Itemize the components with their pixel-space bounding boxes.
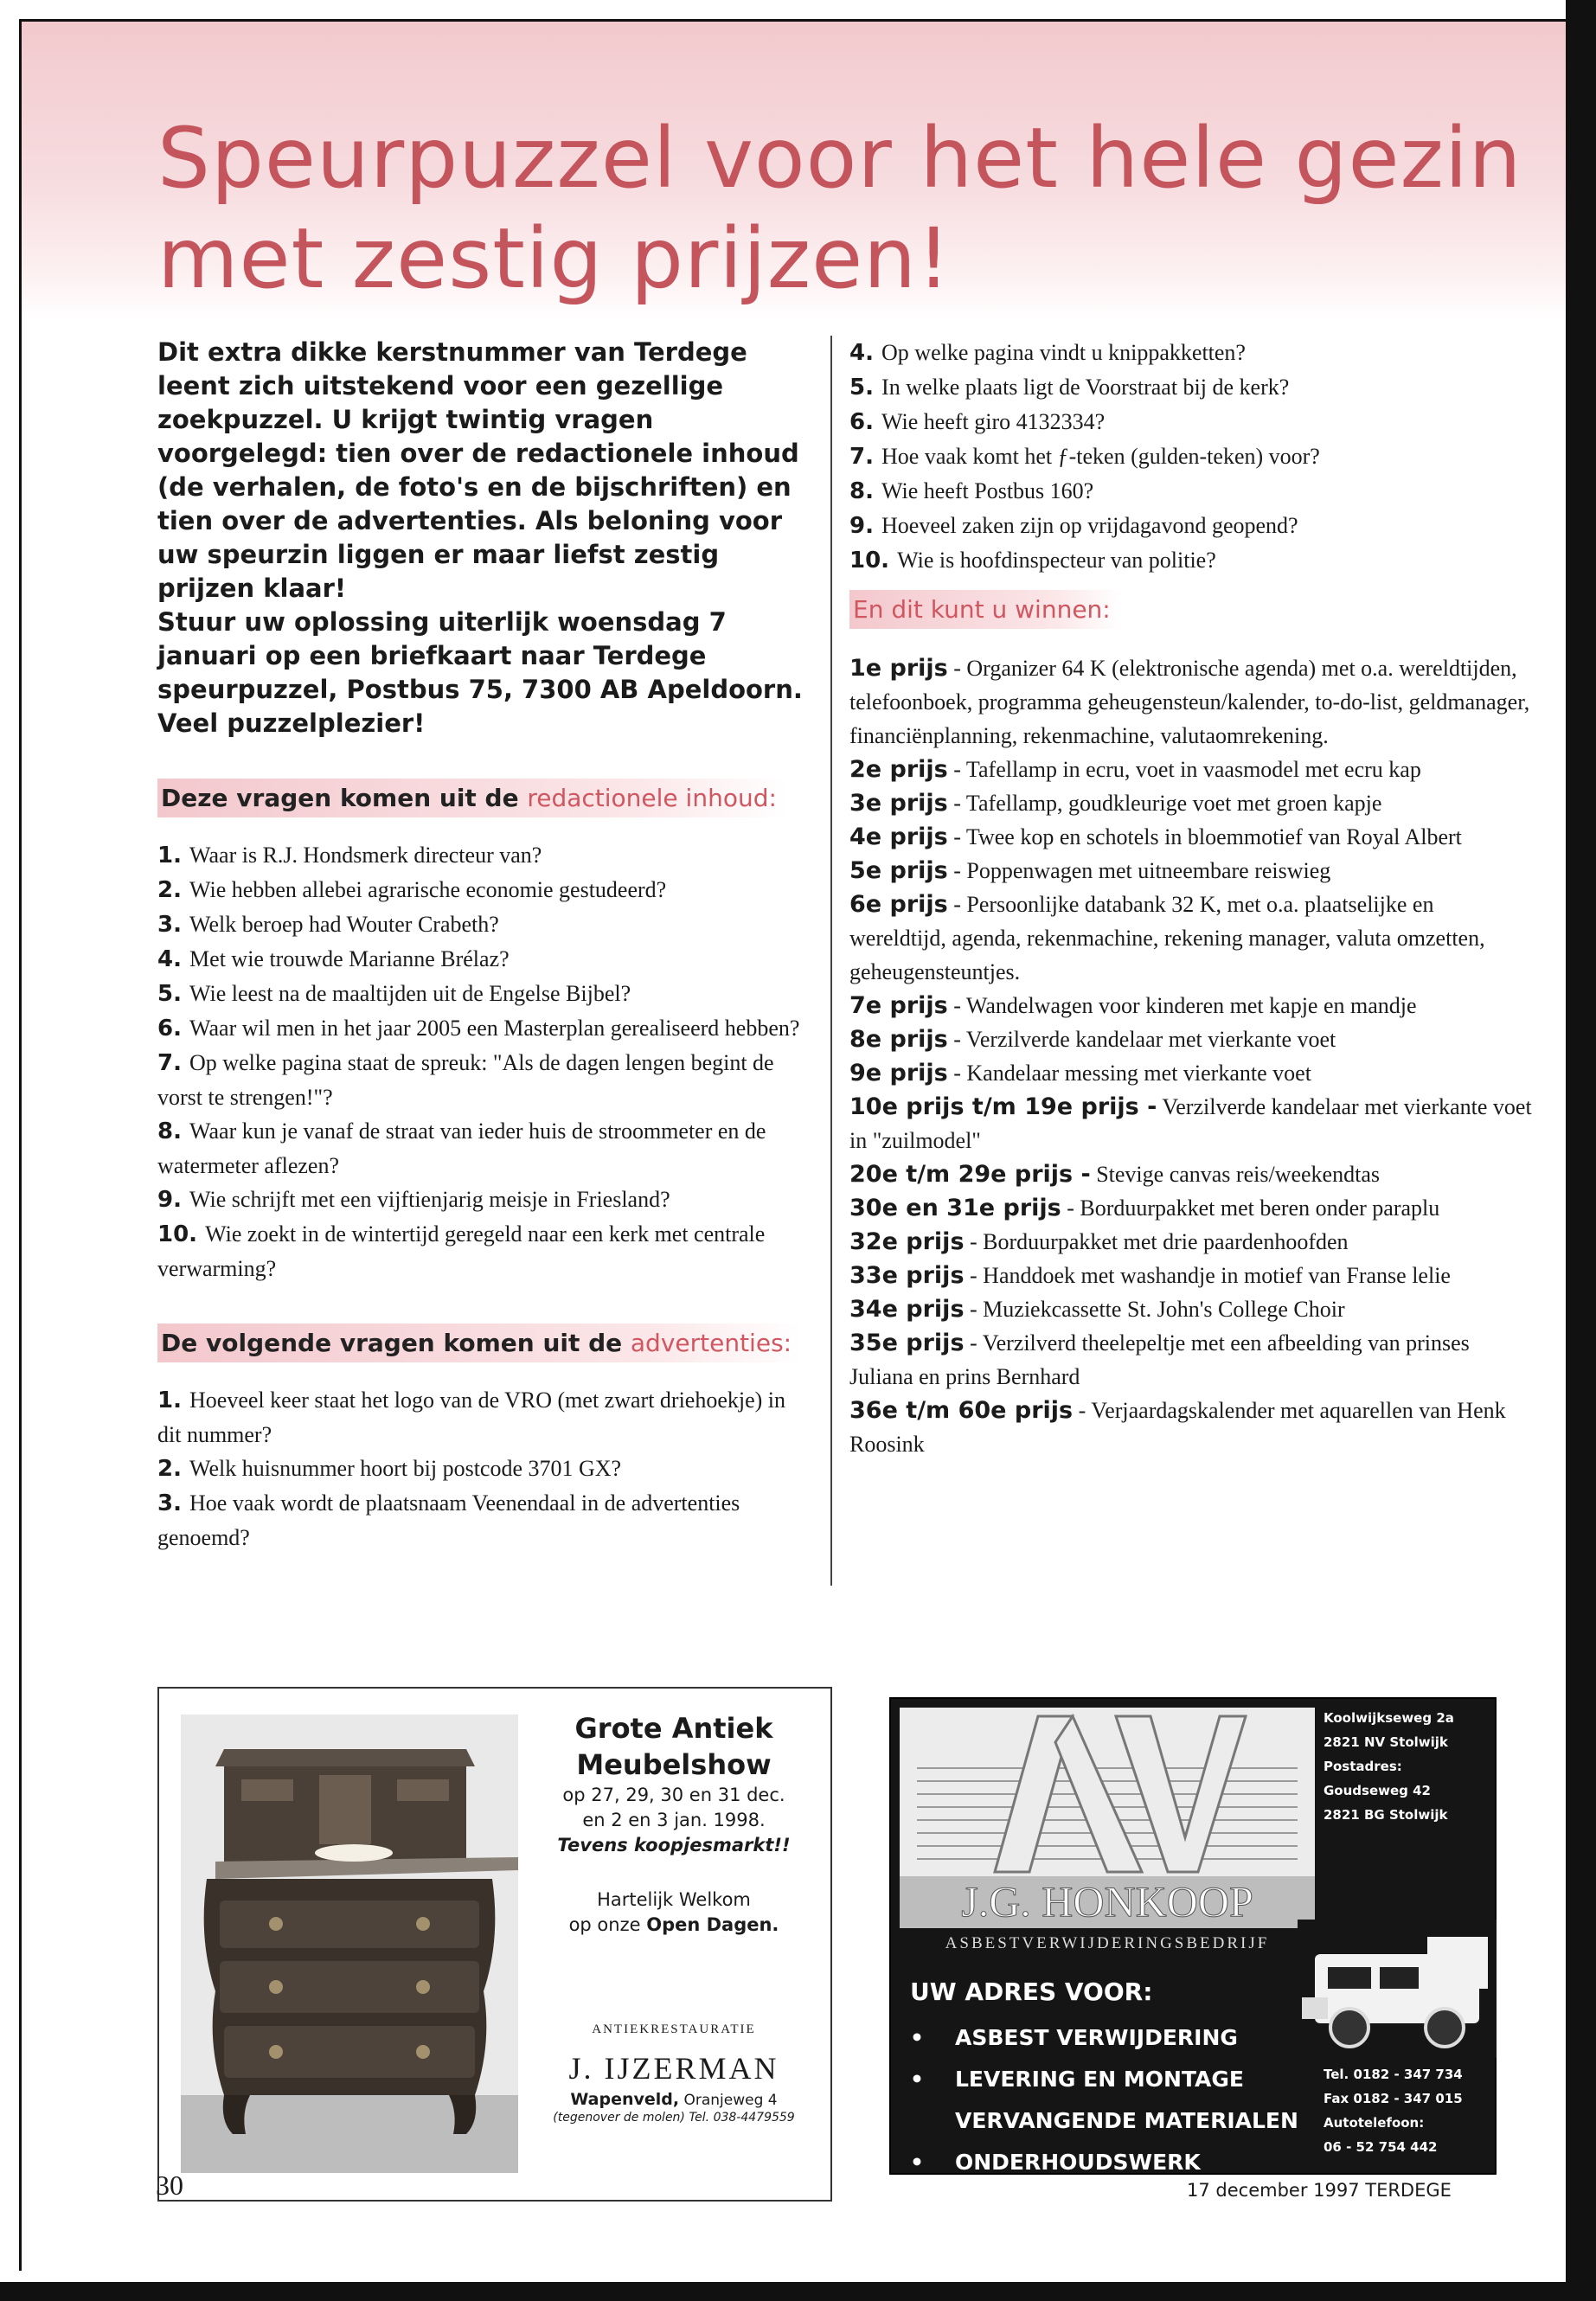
question-text: Wie heeft giro 4132334? (881, 409, 1106, 434)
advertisement-heading-accent: advertenties: (630, 1329, 792, 1357)
antique-bureau-photo (181, 1715, 518, 2173)
prize-item-14 (849, 1259, 1533, 1292)
prize-item-7 (849, 989, 1533, 1022)
antiek-ad-open-days-prefix: op onze (568, 1914, 641, 1935)
question-text: Wie schrijft met een vijftienjarig meisje in Friesland? (189, 1187, 670, 1212)
question-number: 8. (157, 1118, 190, 1144)
question-number: 4. (849, 340, 882, 366)
page-number: 30 (156, 2170, 183, 2201)
honkoop-address-street: Koolwijkseweg 2a (1324, 1710, 1454, 1726)
honkoop-address-block (1324, 1706, 1492, 1827)
advertisement-question-1 (157, 1383, 813, 1452)
prize-item-1 (849, 651, 1533, 753)
question-number: 10. (157, 1221, 206, 1247)
prize-list (849, 651, 1533, 1461)
antiek-ad-contact: (tegenover de molen) Tel. 038-4479559 (553, 2111, 795, 2125)
antiek-ad-town: Wapenveld, (570, 2090, 680, 2109)
editorial-heading (157, 779, 787, 817)
prize-label: 8e prijs (849, 1026, 948, 1053)
antiek-ad-name: J. IJZERMAN (568, 2051, 779, 2086)
question-text: Wie leest na de maaltijden uit de Engelse Bijbel? (189, 981, 631, 1006)
column-divider (830, 336, 832, 1586)
question-number: 3. (157, 912, 190, 938)
prize-description: - Wandelwagen voor kinderen met kapje en mandje (947, 993, 1417, 1018)
prize-label: 5e prijs (849, 857, 948, 884)
honkoop-subtitle: ASBESTVERWIJDERINGSBEDRIJF (945, 1934, 1270, 1952)
prize-item-5 (849, 854, 1533, 888)
question-number: 5. (157, 981, 190, 1007)
title-line-1: Speurpuzzel voor het hele gezin (157, 110, 1522, 207)
question-number: 9. (157, 1187, 190, 1213)
honkoop-postadres-street: Goudseweg 42 (1324, 1783, 1431, 1798)
question-text: Hoe vaak komt het ƒ-teken (gulden-teken) voor? (881, 444, 1320, 469)
honkoop-postadres-label: Postadres: (1324, 1759, 1402, 1774)
intro-closing: Veel puzzelplezier! (157, 708, 426, 738)
prize-description: - Verjaardagskalender met aquarellen van Henk Roosink (849, 1398, 1506, 1457)
question-number: 4. (157, 946, 190, 972)
question-text: Op welke pagina staat de spreuk: "Als de dagen lengen begint de vorst te strengen!"? (157, 1050, 774, 1110)
question-number: 7. (157, 1050, 190, 1076)
page-title (157, 108, 1522, 309)
advertisement-question-3 (157, 1486, 813, 1554)
prize-description: - Organizer 64 K (elektronische agenda) met o.a. wereldtijden, telefoonboek, programma geheugensteun/kalender, to-do-list, geldmanager, financiënplanning, rekenmachine, valutaomrekening. (849, 656, 1530, 748)
question-text: Met wie trouwde Marianne Brélaz? (189, 946, 510, 971)
advertisement-question-list-continued (849, 336, 1533, 578)
prize-description: Stevige canvas reis/weekendtas (1090, 1162, 1380, 1187)
bullet-icon: • (910, 2025, 924, 2050)
editorial-question-6 (157, 1011, 813, 1046)
question-number: 3. (157, 1490, 190, 1516)
service-text: ASBEST VERWIJDERING (955, 2025, 1238, 2050)
editorial-question-10 (157, 1217, 813, 1285)
title-line-2: met zestig prijzen! (157, 210, 952, 307)
advertisement-question-3 (849, 405, 1533, 439)
question-number: 6. (157, 1016, 190, 1042)
prize-description: - Persoonlijke databank 32 K, met o.a. plaatselijke en wereldtijd, agenda, rekenmachine, rekening manager, valuta omzetten, geheugensteuntjes. (849, 892, 1485, 984)
bullet-icon: • (910, 2067, 924, 2092)
antiek-ad-dates-continued: en 2 en 3 jan. 1998. (582, 1810, 766, 1830)
antiek-ad-bargain: Tevens koopjesmarkt!! (557, 1835, 791, 1856)
prize-item-12 (849, 1191, 1533, 1225)
antiek-advertisement (157, 1687, 832, 2202)
question-text: Waar wil men in het jaar 2005 een Masterplan gerealiseerd hebben? (189, 1016, 800, 1041)
antiek-ad-open-days-bold: Open Dagen. (646, 1914, 779, 1935)
issue-date: 17 december 1997 TERDEGE (1187, 2180, 1452, 2201)
right-column (849, 336, 1533, 1461)
antiek-ad-open-days (522, 1913, 825, 1938)
editorial-question-7 (157, 1046, 813, 1114)
honkoop-services-list (910, 2017, 1298, 2183)
editorial-heading-prefix: Deze vragen komen uit de (161, 784, 519, 812)
prize-label: 34e prijs (849, 1296, 965, 1323)
prize-item-9 (849, 1056, 1533, 1090)
prizes-heading: En dit kunt u winnen: (849, 590, 1121, 629)
prize-label: 33e prijs (849, 1262, 965, 1289)
honkoop-autotel: 06 - 52 754 442 (1324, 2139, 1438, 2155)
prize-label: 2e prijs (849, 756, 948, 783)
prize-label: 6e prijs (849, 891, 948, 918)
prize-item-8 (849, 1022, 1533, 1056)
honkoop-company-name: J.G. HONKOOP (961, 1877, 1253, 1926)
prize-item-15 (849, 1292, 1533, 1326)
editorial-question-2 (157, 873, 813, 907)
question-text: Hoe vaak wordt de plaatsnaam Veenendaal in de advertenties genoemd? (157, 1490, 740, 1550)
prize-item-17 (849, 1394, 1533, 1461)
prize-label: 30e en 31e prijs (849, 1195, 1061, 1221)
bullet-icon: • (910, 2150, 924, 2175)
question-number: 10. (849, 548, 898, 574)
question-text: Wie zoekt in de wintertijd geregeld naar een kerk met centrale verwarming? (157, 1221, 766, 1281)
prize-item-3 (849, 786, 1533, 820)
question-text: Op welke pagina vindt u knippakketten? (881, 340, 1246, 365)
prize-item-2 (849, 753, 1533, 786)
prize-description: - Verzilverde kandelaar met vierkante voet (947, 1027, 1336, 1052)
prize-label: 1e prijs (849, 655, 948, 682)
intro-paragraph: Dit extra dikke kerstnummer van Terdege leent zich uitstekend voor een gezellige zoekpuzzel. U krijgt twintig vragen voorgelegd: tien over de redactionele inhoud (de verhalen, de foto's en de bijschriften) en tien over de advertenties. Als beloning voor uw speurzin liggen er maar liefst zestig prijzen klaar! (157, 337, 799, 603)
antiek-ad-address (522, 2090, 825, 2109)
question-text: In welke plaats ligt de Voorstraat bij de kerk? (881, 375, 1290, 400)
intro-instructions: Stuur uw oplossing uiterlijk woensdag 7 januari op een briefkaart naar Terdege speurpuzzel, Postbus 75, 7300 AB Apeldoorn. (157, 607, 803, 704)
advertisement-heading (157, 1324, 802, 1362)
question-number: 6. (849, 409, 882, 435)
antiek-ad-heading: Grote Antiek Meubelshow (574, 1712, 773, 1781)
prize-label: 36e t/m 60e prijs (849, 1397, 1074, 1424)
prize-description: - Handdoek met washandje in motief van Franse lelie (964, 1263, 1451, 1288)
advertisement-question-7 (849, 543, 1533, 578)
prize-label: 3e prijs (849, 790, 948, 817)
editorial-question-list (157, 838, 813, 1285)
editorial-question-4 (157, 942, 813, 977)
advertisement-question-2 (157, 1452, 813, 1486)
question-text: Wie hebben allebei agrarische economie gestudeerd? (189, 877, 667, 902)
prize-item-6 (849, 888, 1533, 989)
honkoop-service-4 (910, 2142, 1298, 2183)
editorial-question-3 (157, 907, 813, 942)
prize-item-13 (849, 1225, 1533, 1259)
question-text: Waar kun je vanaf de straat van ieder huis de stroommeter en de watermeter aflezen? (157, 1118, 766, 1178)
question-text: Welk beroep had Wouter Crabeth? (189, 912, 499, 937)
service-text: LEVERING EN MONTAGE (955, 2067, 1244, 2092)
advertisement-question-5 (849, 474, 1533, 509)
prize-item-16 (849, 1326, 1533, 1394)
question-number: 1. (157, 843, 190, 868)
advertisement-heading-prefix: De volgende vragen komen uit de (161, 1329, 623, 1357)
prize-description: - Verzilverd theelepeltje met een afbeelding van prinses Juliana en prins Bernhard (849, 1330, 1470, 1389)
service-text: ONDERHOUDSWERK (955, 2150, 1201, 2175)
prize-item-4 (849, 820, 1533, 854)
prize-description: - Borduurpakket met beren onder paraplu (1061, 1195, 1440, 1221)
scan-edge-bottom (0, 2282, 1596, 2301)
prize-description: - Borduurpakket met drie paardenhoofden (964, 1229, 1349, 1254)
question-text: Wie is hoofdinspecteur van politie? (897, 548, 1216, 573)
editorial-question-8 (157, 1114, 813, 1183)
honkoop-fax: Fax 0182 - 347 015 (1324, 2091, 1463, 2106)
honkoop-service-1 (910, 2017, 1298, 2059)
prize-item-10 (849, 1090, 1533, 1157)
question-number: 2. (157, 1456, 190, 1482)
question-number: 2. (157, 877, 190, 903)
editorial-heading-accent: redactionele inhoud: (527, 784, 777, 812)
prize-label: 9e prijs (849, 1060, 948, 1086)
antiek-ad-dates: op 27, 29, 30 en 31 dec. (562, 1785, 785, 1805)
question-number: 1. (157, 1388, 190, 1413)
prize-description: - Kandelaar messing met vierkante voet (947, 1061, 1311, 1086)
advertisement-question-4 (849, 439, 1533, 474)
prize-description: - Poppenwagen met uitneembare reiswieg (947, 858, 1331, 883)
honkoop-service-2 (910, 2059, 1298, 2100)
editorial-question-5 (157, 977, 813, 1011)
prize-description: Verzilverde kandelaar met vierkante voet in "zuilmodel" (849, 1094, 1532, 1153)
honkoop-autotel-label: Autotelefoon: (1324, 2115, 1425, 2131)
prize-label: 4e prijs (849, 824, 948, 850)
truck-icon (1298, 1920, 1497, 2058)
advertisement-question-2 (849, 370, 1533, 405)
honkoop-advertisement (889, 1697, 1497, 2175)
question-text: Hoeveel zaken zijn op vrijdagavond geopend? (881, 513, 1298, 538)
prize-label: 7e prijs (849, 992, 948, 1019)
left-column (157, 336, 813, 1554)
question-text: Welk huisnummer hoort bij postcode 3701 GX? (189, 1456, 622, 1481)
question-number: 5. (849, 375, 882, 401)
prize-label: 35e prijs (849, 1330, 965, 1356)
question-text: Wie heeft Postbus 160? (881, 478, 1094, 503)
honkoop-adres-label: UW ADRES VOOR: (910, 1977, 1153, 2006)
honkoop-address-city: 2821 NV Stolwijk (1324, 1734, 1448, 1750)
question-number: 9. (849, 513, 882, 539)
antiek-ad-shop-type: ANTIEKRESTAURATIE (592, 2022, 756, 2036)
question-text: Hoeveel keer staat het logo van de VRO (met zwart driehoekje) in dit nummer? (157, 1388, 786, 1447)
antiek-ad-text (522, 1710, 825, 2125)
prize-description: - Twee kop en schotels in bloemmotief van Royal Albert (947, 824, 1462, 849)
advertisement-question-6 (849, 509, 1533, 543)
scan-edge-right (1566, 0, 1596, 2301)
service-text: VERVANGENDE MATERIALEN (955, 2108, 1298, 2133)
prize-description: - Muziekcassette St. John's College Choir (964, 1297, 1345, 1322)
question-text: Waar is R.J. Hondsmerk directeur van? (189, 843, 542, 868)
prize-item-11 (849, 1157, 1533, 1191)
question-number: 8. (849, 478, 882, 504)
antiek-ad-street: Oranjeweg 4 (683, 2092, 778, 2109)
prize-description: - Tafellamp in ecru, voet in vaasmodel met ecru kap (947, 757, 1421, 782)
advertisement-question-list (157, 1383, 813, 1554)
editorial-question-9 (157, 1183, 813, 1217)
question-number: 7. (849, 444, 882, 470)
prize-label: 32e prijs (849, 1228, 965, 1255)
prize-description: - Tafellamp, goudkleurige voet met groen kapje (947, 791, 1382, 816)
advertisement-question-1 (849, 336, 1533, 370)
antiek-ad-welcome: Hartelijk Welkom (597, 1889, 751, 1910)
prize-label: 10e prijs t/m 19e prijs - (849, 1093, 1157, 1120)
honkoop-service-3 (910, 2100, 1298, 2142)
honkoop-tel: Tel. 0182 - 347 734 (1324, 2067, 1463, 2082)
bureau-illustration (181, 1715, 518, 2173)
editorial-question-1 (157, 838, 813, 873)
honkoop-postadres-city: 2821 BG Stolwijk (1324, 1807, 1448, 1823)
prize-label: 20e t/m 29e prijs - (849, 1161, 1091, 1188)
honkoop-phone-block (1324, 2062, 1492, 2159)
